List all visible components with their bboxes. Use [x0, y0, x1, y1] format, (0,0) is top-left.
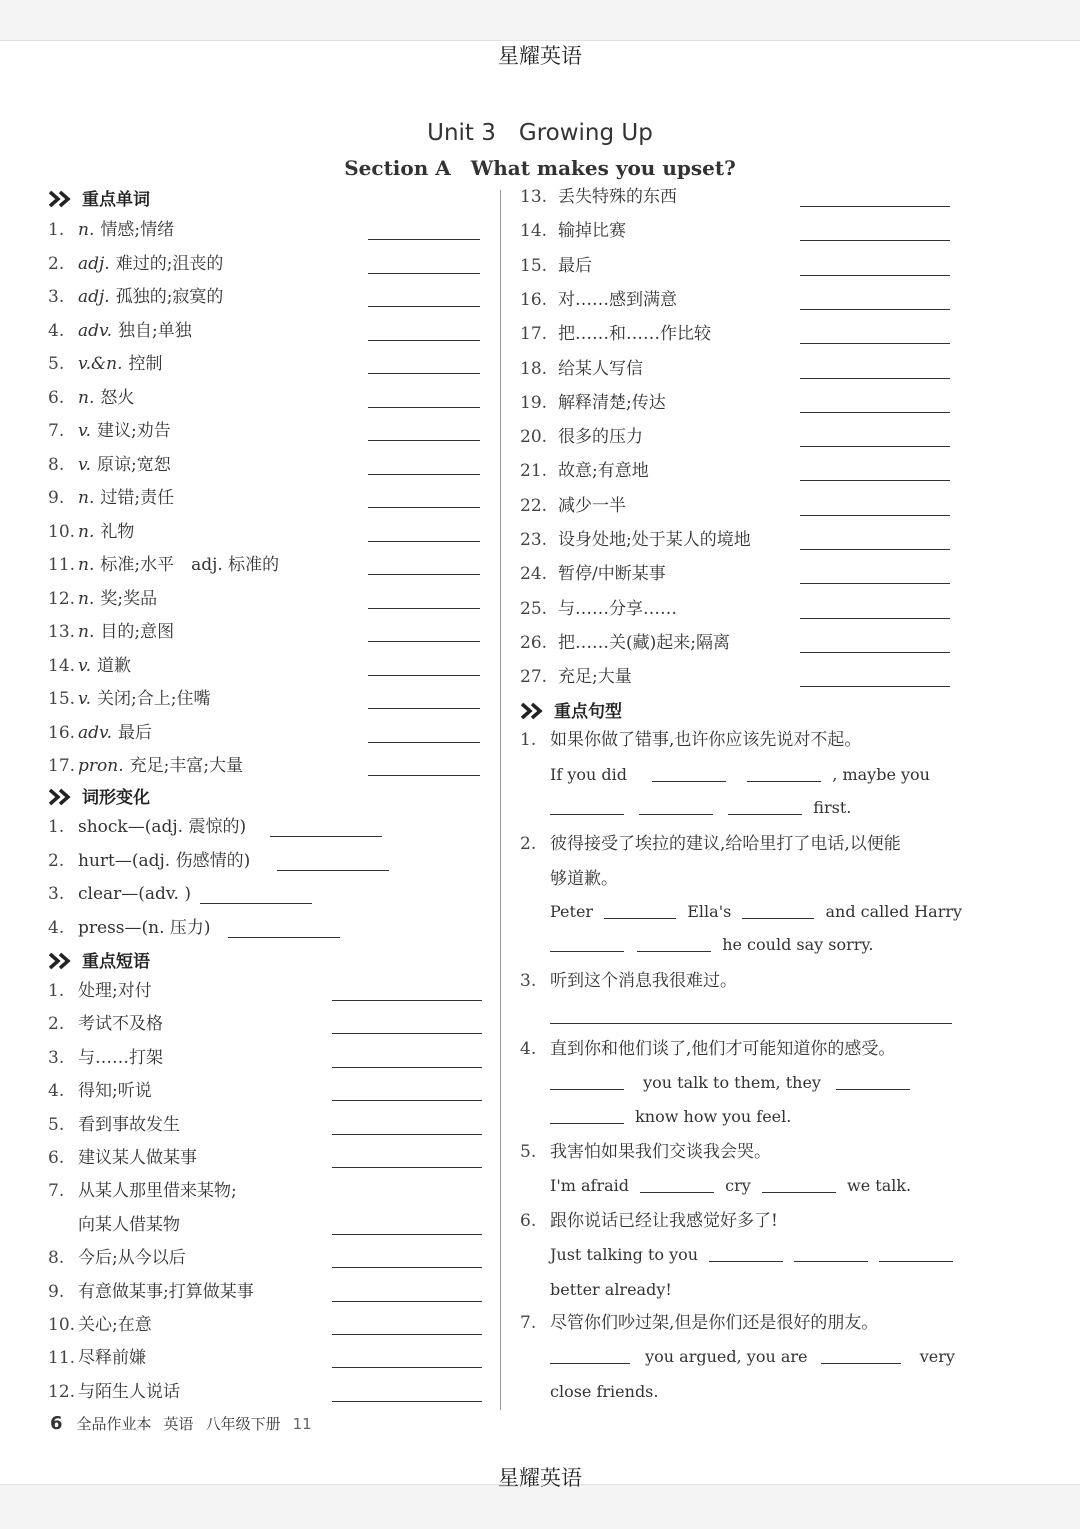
- answer-blank[interactable]: [332, 1067, 482, 1068]
- heading-word-forms: [48, 786, 150, 810]
- answer-blank[interactable]: [836, 1088, 910, 1090]
- part-of-speech: v.: [78, 689, 91, 709]
- phrase-meaning: 最后: [558, 255, 592, 276]
- word-row: [48, 386, 134, 410]
- phrase-row: [520, 391, 666, 415]
- phrase-meaning: 很多的压力: [558, 427, 643, 448]
- answer-blank[interactable]: [800, 515, 950, 516]
- phrase-meaning: 建议某人做某事: [78, 1148, 197, 1168]
- answer-blank[interactable]: [652, 780, 726, 782]
- answer-blank[interactable]: [368, 306, 480, 307]
- part-of-speech: v.&n.: [78, 354, 123, 374]
- phrase-meaning: 输掉比赛: [558, 221, 626, 242]
- phrase-row: [520, 631, 730, 655]
- answer-blank[interactable]: [368, 440, 480, 441]
- word-row: [48, 218, 174, 242]
- item-number: 6.: [48, 1148, 65, 1168]
- item-number: 5.: [48, 354, 65, 374]
- item-number: 14.: [520, 221, 548, 242]
- answer-blank[interactable]: [800, 240, 950, 241]
- word-row: [48, 486, 174, 510]
- phrase-meaning: 从某人那里借来某物;: [78, 1181, 237, 1202]
- sentence-2-line-1: Peter Ella's and called Harry: [550, 902, 963, 921]
- phrase-meaning: 解释清楚;传达: [558, 392, 666, 413]
- item-number: 11.: [48, 1348, 76, 1369]
- sentence-5-line-1: I'm afraid cry we talk.: [550, 1176, 912, 1195]
- phrase-meaning: 设身处地;处于某人的境地: [558, 530, 751, 550]
- phrase-meaning: 看到事故发生: [78, 1114, 180, 1135]
- answer-blank[interactable]: [800, 446, 950, 447]
- phrase-meaning: 把……和……作比较: [558, 324, 711, 345]
- sentence-2-prompt: 2. 彼得接受了埃拉的建议,给哈里打了电话,以便能: [520, 834, 901, 854]
- word-row: [48, 754, 243, 778]
- phrase-row: [520, 357, 643, 381]
- part-of-speech: n.: [78, 220, 95, 240]
- item-number: 15.: [48, 689, 76, 709]
- item-number: 15.: [520, 255, 548, 276]
- phrase-meaning: 与……打架: [78, 1047, 163, 1068]
- item-number: 16.: [48, 722, 76, 743]
- chinese-meaning: 过错;责任: [100, 488, 175, 508]
- phrase-meaning: 把……关(藏)起来;隔离: [558, 632, 730, 653]
- word-form-prompt: press—(n. 压力): [78, 917, 211, 938]
- watermark-top: 星耀英语: [498, 44, 582, 68]
- word-row: [48, 654, 131, 678]
- answer-blank[interactable]: [332, 1401, 482, 1402]
- heading-phrases: [48, 950, 150, 974]
- item-number: 5.: [48, 1114, 65, 1135]
- phrase-meaning: 处理;对付: [78, 981, 152, 1001]
- item-number: 24.: [520, 564, 548, 585]
- item-number: 10.: [48, 521, 76, 542]
- item-number: 13.: [48, 622, 76, 642]
- phrase-meaning: 得知;听说: [78, 1081, 152, 1102]
- word-form-row: [48, 882, 191, 906]
- answer-blank[interactable]: [368, 574, 480, 575]
- answer-blank[interactable]: [368, 541, 480, 542]
- answer-blank[interactable]: [747, 780, 821, 782]
- word-form-row: [48, 849, 250, 873]
- phrase-meaning: 有意做某事;打算做某事: [78, 1281, 254, 1302]
- item-number: 1.: [48, 817, 65, 837]
- word-row: [48, 319, 192, 343]
- item-number: 9.: [48, 488, 65, 508]
- chinese-meaning: 礼物: [100, 521, 135, 542]
- answer-blank[interactable]: [800, 480, 950, 481]
- item-number: 4.: [48, 1081, 65, 1102]
- phrase-row: [520, 185, 677, 209]
- item-number: 3.: [48, 287, 65, 307]
- answer-blank[interactable]: [800, 343, 950, 344]
- sentence-4-line-2: know how you feel.: [550, 1105, 791, 1129]
- sentence-7-prompt: 7. 尽管你们吵过架,但是你们还是很好的朋友。: [520, 1313, 879, 1333]
- chinese-meaning: 标准;水平 adj. 标准的: [100, 555, 280, 575]
- phrase-row: [520, 528, 751, 552]
- word-form-row: [48, 916, 211, 940]
- chinese-meaning: 奖;奖品: [100, 588, 158, 609]
- answer-blank[interactable]: [277, 870, 389, 871]
- item-number: 4.: [48, 320, 65, 341]
- answer-blank[interactable]: [332, 1000, 482, 1001]
- part-of-speech: adj.: [78, 287, 110, 307]
- answer-blank[interactable]: [332, 1167, 482, 1168]
- page-footer: [50, 1412, 324, 1436]
- sentence-6-line-2: better already!: [550, 1280, 672, 1299]
- answer-blank[interactable]: [332, 1301, 482, 1302]
- chinese-meaning: 情感;情绪: [100, 220, 175, 240]
- item-number: 13.: [520, 187, 548, 207]
- word-row: [48, 721, 152, 745]
- answer-blank[interactable]: [368, 708, 480, 709]
- answer-blank[interactable]: [368, 340, 480, 341]
- answer-blank[interactable]: [270, 836, 382, 837]
- phrase-row: [48, 1280, 254, 1304]
- sentence-4-line-1: you talk to them, they: [550, 1071, 954, 1095]
- heading-word-forms-label: 词形变化: [82, 788, 150, 808]
- phrase-meaning: 关心;在意: [78, 1315, 152, 1335]
- part-of-speech: n.: [78, 588, 95, 609]
- answer-blank[interactable]: [332, 1234, 482, 1235]
- footer-code: 11: [292, 1415, 312, 1433]
- answer-blank[interactable]: [368, 608, 480, 609]
- phrase-row: [520, 665, 632, 689]
- phrase-row: [520, 322, 711, 346]
- item-number: 7.: [48, 1181, 65, 1202]
- answer-blank[interactable]: [332, 1334, 482, 1335]
- answer-blank[interactable]: [332, 1267, 482, 1268]
- item-number: 11.: [48, 555, 76, 575]
- part-of-speech: adv.: [78, 320, 113, 341]
- item-number: 14.: [48, 655, 76, 676]
- phrase-meaning: 与……分享……: [558, 598, 677, 619]
- word-row: [48, 352, 162, 376]
- answer-blank[interactable]: [332, 1100, 482, 1101]
- word-row: [48, 419, 171, 443]
- answer-blank[interactable]: [368, 742, 480, 743]
- item-number: 8.: [48, 454, 65, 475]
- phrase-row: [48, 1213, 180, 1237]
- word-row: [48, 587, 157, 611]
- item-number: 22.: [520, 495, 548, 516]
- answer-blank[interactable]: [550, 1362, 630, 1364]
- word-row: [48, 620, 174, 644]
- heading-phrases-label: 重点短语: [82, 952, 150, 972]
- item-number: 17.: [520, 324, 548, 345]
- phrase-row: [520, 459, 649, 483]
- section-title: Section A What makes you upset?: [344, 156, 736, 180]
- double-chevron-icon: [48, 788, 76, 806]
- answer-blank[interactable]: [640, 1191, 714, 1193]
- item-number: 21.: [520, 461, 548, 482]
- word-row: [48, 252, 223, 276]
- sentence-1-line-1: If you did , maybe you: [550, 765, 930, 784]
- sentence-3-prompt: 3. 听到这个消息我很难过。: [520, 971, 737, 991]
- item-number: 12.: [48, 588, 76, 609]
- answer-blank[interactable]: [368, 675, 480, 676]
- word-row: [48, 453, 171, 477]
- part-of-speech: n.: [78, 555, 95, 575]
- phrase-row: [520, 494, 626, 518]
- chinese-meaning: 控制: [128, 354, 163, 374]
- phrase-row: [48, 1046, 163, 1070]
- item-number: 27.: [520, 667, 548, 688]
- phrase-meaning: 丢失特殊的东西: [558, 187, 677, 207]
- phrase-meaning: 减少一半: [558, 495, 626, 516]
- answer-blank[interactable]: [800, 583, 950, 584]
- heading-words: [48, 188, 150, 212]
- sentence-6-line-1: Just talking to you: [550, 1243, 953, 1267]
- answer-blank[interactable]: [800, 686, 950, 687]
- answer-blank[interactable]: [368, 273, 480, 274]
- phrase-row: [48, 1246, 186, 1270]
- answer-blank[interactable]: [728, 813, 802, 815]
- phrase-row: [520, 219, 626, 243]
- item-number: 12.: [48, 1381, 76, 1402]
- answer-blank[interactable]: [709, 1260, 783, 1262]
- answer-blank[interactable]: [368, 373, 480, 374]
- book-name: 全品作业本: [76, 1415, 152, 1433]
- answer-blank[interactable]: [639, 813, 713, 815]
- phrase-row: [48, 1113, 180, 1137]
- chinese-meaning: 最后: [118, 722, 153, 743]
- item-number: 3.: [48, 884, 65, 904]
- item-number: 2.: [48, 253, 65, 274]
- column-divider: [500, 190, 501, 1410]
- answer-blank[interactable]: [800, 378, 950, 379]
- phrase-row: [520, 562, 666, 586]
- answer-blank[interactable]: [368, 239, 480, 240]
- answer-blank[interactable]: [368, 407, 480, 408]
- chinese-meaning: 原谅;宽恕: [97, 454, 171, 475]
- answer-blank[interactable]: [742, 917, 814, 919]
- phrase-row: [48, 1313, 152, 1337]
- sentence-2-line-2: he could say sorry.: [550, 933, 873, 957]
- part-of-speech: n.: [78, 387, 95, 408]
- answer-blank[interactable]: [821, 1362, 901, 1364]
- phrase-meaning: 尽释前嫌: [78, 1348, 146, 1369]
- phrase-meaning: 向某人借某物: [78, 1214, 180, 1235]
- heading-words-label: 重点单词: [82, 190, 150, 210]
- part-of-speech: pron.: [78, 756, 124, 776]
- word-row: [48, 285, 223, 309]
- answer-blank[interactable]: [368, 775, 480, 776]
- answer-blank[interactable]: [800, 275, 950, 276]
- subject: 英语: [163, 1415, 194, 1433]
- word-form-row: [48, 815, 246, 839]
- word-row: [48, 687, 210, 711]
- item-number: 19.: [520, 392, 548, 413]
- unit-title: Unit 3 Growing Up: [427, 120, 653, 146]
- answer-blank[interactable]: [794, 1260, 868, 1262]
- answer-blank[interactable]: [762, 1191, 836, 1193]
- item-number: 20.: [520, 427, 548, 448]
- heading-sentences-label: 重点句型: [554, 702, 622, 722]
- item-number: 2.: [48, 1014, 65, 1035]
- item-number: 18.: [520, 358, 548, 379]
- item-number: 25.: [520, 598, 548, 619]
- answer-blank[interactable]: [637, 950, 711, 952]
- chinese-meaning: 独自;单独: [118, 320, 192, 341]
- answer-blank[interactable]: [800, 206, 950, 207]
- item-number: 6.: [48, 387, 65, 408]
- chinese-meaning: 道歉: [97, 655, 131, 676]
- chinese-meaning: 建议;劝告: [97, 421, 171, 441]
- phrase-row: [48, 1146, 197, 1170]
- phrase-row: [48, 1346, 146, 1370]
- double-chevron-icon: [48, 952, 76, 970]
- answer-blank[interactable]: [332, 1367, 482, 1368]
- item-number: 23.: [520, 530, 548, 550]
- chinese-meaning: 关闭;合上;住嘴: [97, 689, 211, 709]
- heading-sentences: [520, 700, 622, 724]
- part-of-speech: v.: [78, 421, 91, 441]
- phrase-row: [48, 1380, 180, 1404]
- answer-blank[interactable]: [800, 412, 950, 413]
- part-of-speech: adj.: [78, 253, 110, 274]
- word-row: [48, 553, 279, 577]
- top-band: [0, 0, 1080, 41]
- item-number: 10.: [48, 1315, 76, 1335]
- answer-blank[interactable]: [879, 1260, 953, 1262]
- answer-blank[interactable]: [800, 652, 950, 653]
- item-number: 16.: [520, 289, 548, 310]
- sentence-7-line-1: you argued, you are very: [550, 1345, 955, 1369]
- phrase-meaning: 今后;从今以后: [78, 1248, 186, 1269]
- sentence-4-prompt: 4. 直到你和他们谈了,他们才可能知道你的感受。: [520, 1039, 896, 1059]
- phrase-row: [48, 979, 152, 1003]
- phrase-meaning: 考试不及格: [78, 1014, 163, 1035]
- answer-blank[interactable]: [800, 309, 950, 310]
- answer-blank[interactable]: [550, 813, 624, 815]
- answer-blank[interactable]: [604, 917, 676, 919]
- item-number: 7.: [48, 421, 65, 441]
- sentence-1-prompt: 1. 如果你做了错事,也许你应该先说对不起。: [520, 730, 862, 750]
- part-of-speech: n.: [78, 622, 95, 642]
- chinese-meaning: 充足;丰富;大量: [129, 756, 244, 776]
- item-number: 1.: [48, 220, 65, 240]
- answer-blank[interactable]: [800, 549, 950, 550]
- part-of-speech: v.: [78, 454, 91, 475]
- phrase-row: [48, 1179, 237, 1203]
- word-row: [48, 520, 134, 544]
- phrase-meaning: 充足;大量: [558, 667, 632, 688]
- grade: 八年级下册: [205, 1415, 281, 1433]
- part-of-speech: v.: [78, 655, 91, 676]
- phrase-row: [520, 597, 677, 621]
- chinese-meaning: 目的;意图: [100, 622, 175, 642]
- answer-blank[interactable]: [332, 1134, 482, 1135]
- phrase-meaning: 故意;有意地: [558, 461, 649, 482]
- word-form-prompt: clear—(adv. ): [78, 884, 191, 904]
- item-number: 8.: [48, 1248, 65, 1269]
- answer-blank[interactable]: [368, 641, 480, 642]
- phrase-row: [520, 425, 643, 449]
- sentence-2-prompt-cont: 够道歉。: [550, 869, 618, 889]
- answer-blank[interactable]: [550, 950, 624, 952]
- word-form-prompt: hurt—(adj. 伤感情的): [78, 850, 251, 871]
- answer-blank[interactable]: [332, 1033, 482, 1034]
- sentence-5-prompt: 5. 我害怕如果我们交谈我会哭。: [520, 1142, 771, 1162]
- answer-blank[interactable]: [800, 618, 950, 619]
- phrase-row: [48, 1079, 152, 1103]
- item-number: 17.: [48, 756, 76, 776]
- phrase-row: [520, 288, 677, 312]
- item-number: 1.: [48, 981, 65, 1001]
- phrase-meaning: 暂停/中断某事: [558, 564, 666, 585]
- answer-blank[interactable]: [200, 903, 312, 904]
- part-of-speech: n.: [78, 521, 95, 542]
- chinese-meaning: 难过的;沮丧的: [115, 253, 224, 274]
- answer-blank[interactable]: [368, 474, 480, 475]
- phrase-meaning: 对……感到满意: [558, 289, 677, 310]
- chinese-meaning: 孤独的;寂寞的: [115, 287, 224, 307]
- sentence-6-prompt: 6. 跟你说话已经让我感觉好多了!: [520, 1211, 778, 1231]
- part-of-speech: n.: [78, 488, 95, 508]
- item-number: 3.: [48, 1047, 65, 1068]
- phrase-row: [520, 254, 592, 278]
- page-number: 6: [50, 1413, 63, 1434]
- double-chevron-icon: [48, 190, 76, 208]
- double-chevron-icon: [520, 702, 548, 720]
- answer-blank[interactable]: [550, 1088, 624, 1090]
- item-number: 9.: [48, 1281, 65, 1302]
- chinese-meaning: 怒火: [100, 387, 135, 408]
- item-number: 26.: [520, 632, 548, 653]
- phrase-meaning: 给某人写信: [558, 358, 643, 379]
- answer-blank[interactable]: [550, 1023, 952, 1024]
- answer-blank[interactable]: [228, 937, 340, 938]
- answer-blank[interactable]: [550, 1122, 624, 1124]
- answer-blank[interactable]: [368, 507, 480, 508]
- sentence-1-line-2: first.: [550, 796, 851, 820]
- item-number: 4.: [48, 917, 65, 938]
- part-of-speech: adv.: [78, 722, 113, 743]
- phrase-meaning: 与陌生人说话: [78, 1381, 180, 1402]
- sentence-7-line-2: close friends.: [550, 1382, 659, 1401]
- phrase-row: [48, 1012, 163, 1036]
- word-form-prompt: shock—(adj. 震惊的): [78, 817, 247, 837]
- watermark-bottom: 星耀英语: [498, 1466, 582, 1490]
- item-number: 2.: [48, 850, 65, 871]
